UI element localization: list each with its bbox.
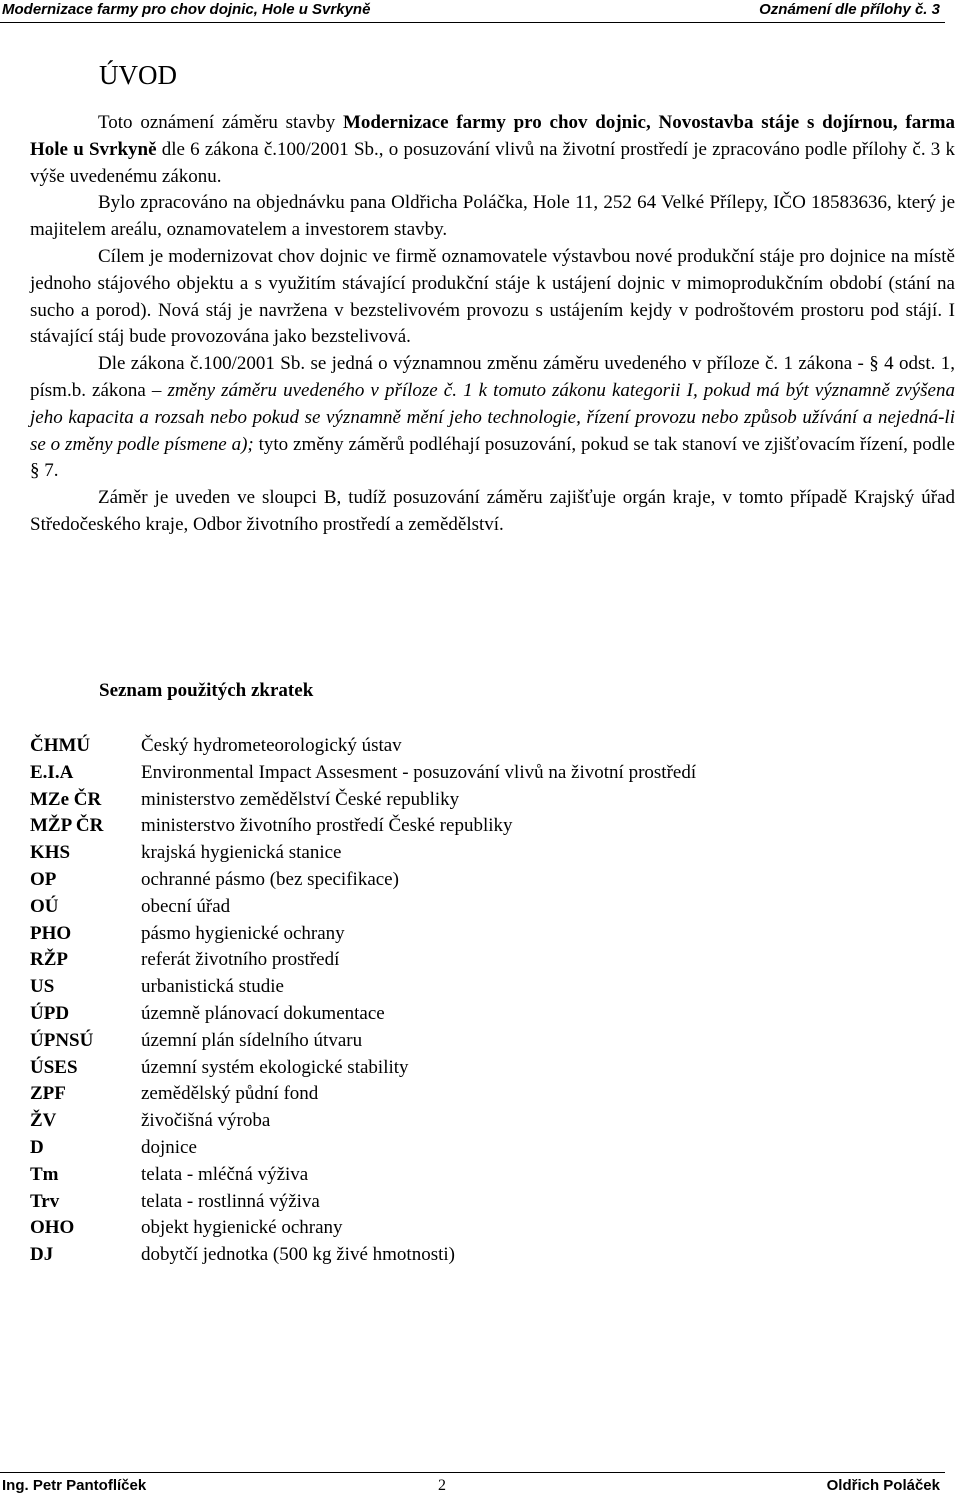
abbreviation-meaning: dobytčí jednotka (500 kg živé hmotnosti) (141, 1244, 455, 1266)
abbreviation-key: DJ (30, 1244, 54, 1266)
abbreviation-row (30, 1001, 930, 1028)
abbreviation-meaning: územně plánovací dokumentace (141, 1002, 385, 1024)
abbreviation-key: OÚ (30, 895, 59, 917)
abbreviation-row (30, 1215, 930, 1242)
abbreviation-meaning: referát životního prostředí (141, 949, 340, 971)
abbreviation-meaning: ministerstvo životního prostředí České republiky (141, 815, 513, 837)
abbreviation-key: Trv (30, 1190, 60, 1212)
abbreviation-key: ÚSES (30, 1056, 78, 1078)
abbreviation-key: D (30, 1136, 44, 1158)
abbreviation-key: MZe ČR (30, 788, 102, 810)
paragraph-1: Toto oznámení záměru stavby Modernizace farmy pro chov dojnic, Novostavba stáje s dojírnou, farma Hole u Svrkyně dle 6 zákona č.100/2001 Sb., o posuzování vlivů na životní prostředí je zpracováno podle přílohy č. 3 k výše uvedenému zákonu. (30, 112, 956, 187)
abbreviation-key: E.I.A (30, 761, 74, 783)
footer-author: Ing. Petr Pantoflíček (2, 1477, 147, 1494)
page-header (0, 0, 945, 23)
paragraph-2: Bylo zpracováno na objednávku pana Oldřicha Poláčka, Hole 11, 252 64 Velké Přílepy, IČO 18583636, který je majitelem areálu, oznamovatelem a investorem stavby. (30, 192, 955, 241)
paragraph-4: Dle zákona č.100/2001 Sb. se jedná o významnou změnu záměru uvedeného v příloze č. 1 zákona - § 4 odst. 1, písm.b. zákona – změny záměru uvedeného v příloze č. 1 k tomuto zákonu kategorii I, pokud má být významně zvýšena jeho kapacita a rozsah nebo pokud se významně mění jeho technologie, řízení provozu nebo způsob užívání a nejedná-li se o změny podle písmene a); tyto změny záměrů podléhají posuzování, pokud se tak stanoví ve zjišťovacím řízení, podle § 7. (30, 353, 955, 482)
abbreviation-meaning: územní plán sídelního útvaru (141, 1029, 363, 1051)
abbreviation-key: US (30, 976, 55, 998)
abbreviation-meaning: objekt hygienické ochrany (141, 1217, 343, 1239)
abbreviation-row (30, 1108, 930, 1135)
abbreviations-list (30, 733, 930, 1269)
abbreviation-meaning: zemědělský půdní fond (141, 1083, 319, 1105)
footer-client: Oldřich Poláček (826, 1477, 940, 1494)
abbreviation-meaning: ministerstvo zemědělství České republiky (141, 788, 460, 810)
abbreviation-meaning: dojnice (141, 1136, 197, 1158)
abbreviation-meaning: územní systém ekologické stability (141, 1056, 409, 1078)
page-footer (0, 1472, 945, 1497)
abbreviation-meaning: Český hydrometeorologický ústav (141, 735, 402, 756)
header-right: Oznámení dle přílohy č. 3 (759, 1, 940, 18)
abbreviation-meaning: ochranné pásmo (bez specifikace) (141, 868, 399, 890)
abbreviation-row (30, 1028, 930, 1055)
abbreviation-row (30, 1242, 930, 1269)
abbreviation-key: ČHMÚ (30, 735, 91, 756)
abbreviation-key: OHO (30, 1217, 75, 1239)
abbreviation-key: RŽP (30, 949, 68, 971)
abbreviation-row (30, 1081, 930, 1108)
abbreviation-row (30, 1162, 930, 1189)
abbreviation-meaning: obecní úřad (141, 895, 231, 917)
abbreviation-meaning: Environmental Impact Assesment - posuzování vlivů na životní prostředí (141, 761, 697, 783)
abbreviation-key: ZPF (30, 1083, 66, 1105)
abbreviation-row (30, 733, 930, 760)
abbreviation-meaning: telata - rostlinná výživa (141, 1190, 320, 1212)
abbreviations-title: Seznam použitých zkratek (99, 680, 314, 701)
abbreviation-meaning: telata - mléčná výživa (141, 1163, 309, 1185)
abbreviation-meaning: pásmo hygienické ochrany (141, 922, 345, 944)
abbreviation-meaning: krajská hygienická stanice (141, 842, 342, 864)
abbreviation-row (30, 921, 930, 948)
abbreviation-row (30, 760, 930, 787)
abbreviation-key: ÚPNSÚ (30, 1029, 94, 1051)
abbreviation-row (30, 840, 930, 867)
intro-body (30, 110, 955, 539)
abbreviation-row (30, 1135, 930, 1162)
section-title: ÚVOD (99, 60, 177, 90)
abbreviation-row (30, 894, 930, 921)
abbreviation-row (30, 787, 930, 814)
header-left: Modernizace farmy pro chov dojnic, Hole u Svrkyně (2, 1, 371, 18)
abbreviation-row (30, 947, 930, 974)
abbreviation-key: ŽV (30, 1110, 57, 1132)
abbreviation-row (30, 813, 930, 840)
abbreviation-meaning: živočišná výroba (141, 1110, 271, 1132)
abbreviation-row (30, 867, 930, 894)
paragraph-3: Cílem je modernizovat chov dojnic ve firmě oznamovatele výstavbou nové produkční stáje pro dojnice na místě jednoho stájového objektu a s využitím stávající produkční stáje k ustájení dojnic v mimoprodukčním období (stání na sucho a porod). Nová stáj je navržena v bezstelivovém provozu s ustájením kejdy v podroštovém prostoru pod stájí. I stávající stáj bude provozována jako bezstelivová. (30, 245, 955, 348)
abbreviation-key: ÚPD (30, 1002, 70, 1024)
abbreviation-key: KHS (30, 842, 71, 864)
page-number: 2 (438, 1477, 446, 1494)
abbreviation-key: OP (30, 868, 57, 890)
abbreviation-meaning: urbanistická studie (141, 976, 284, 998)
abbreviation-key: Tm (30, 1163, 59, 1185)
abbreviation-key: MŽP ČR (30, 815, 104, 837)
abbreviation-row (30, 1189, 930, 1216)
abbreviation-key: PHO (30, 922, 72, 944)
paragraph-5: Záměr je uveden ve sloupci B, tudíž posuzování záměru zajišťuje orgán kraje, v tomto případě Krajský úřad Středočeského kraje, Odbor životního prostředí a zemědělství. (30, 487, 955, 535)
abbreviation-row (30, 1055, 930, 1082)
abbreviation-row (30, 974, 930, 1001)
